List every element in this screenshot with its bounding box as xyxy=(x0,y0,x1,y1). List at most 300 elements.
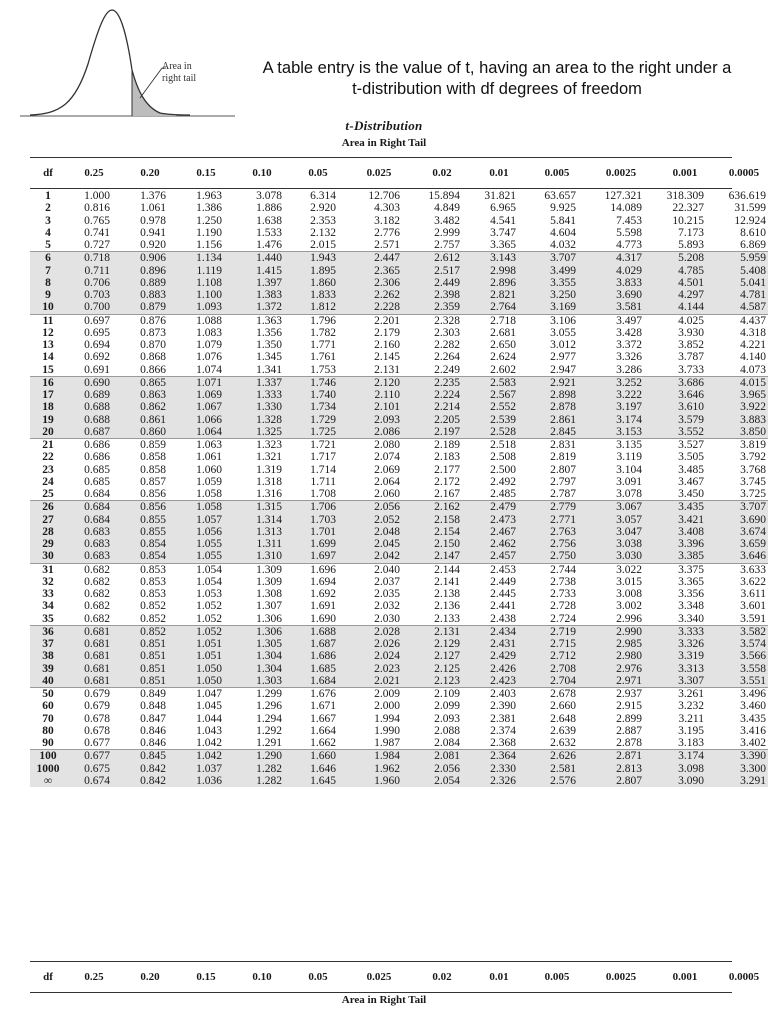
critical-value-cell: 3.396 xyxy=(654,538,716,550)
critical-value-cell: 1.321 xyxy=(256,451,282,464)
critical-value-cell: 2.445 xyxy=(490,588,516,600)
table-row xyxy=(30,675,768,688)
critical-value-cell: 2.398 xyxy=(412,289,472,301)
critical-value-cell: 1.690 xyxy=(310,612,336,625)
critical-value-cell: 2.032 xyxy=(374,600,400,613)
critical-value-cell: 1.315 xyxy=(234,501,290,514)
critical-value-cell: 1.313 xyxy=(234,526,290,538)
area-in-right-tail-label: Area in right tail xyxy=(162,61,197,84)
critical-value-cell: 2.821 xyxy=(472,289,526,301)
critical-value-cell: 1.696 xyxy=(290,563,346,576)
critical-value-cell: 0.674 xyxy=(66,775,122,787)
critical-value-cell: 2.624 xyxy=(490,351,516,364)
critical-value-cell: 1.042 xyxy=(178,750,234,763)
df-cell: 35 xyxy=(42,612,54,625)
critical-value-cell: 2.120 xyxy=(346,376,412,389)
critical-value-cell: 1.093 xyxy=(178,301,234,314)
table-row xyxy=(30,227,768,239)
critical-value-cell: 2.167 xyxy=(434,488,460,500)
critical-value-cell: 4.785 xyxy=(654,265,716,277)
critical-value-cell: 2.479 xyxy=(472,501,526,514)
critical-value-cell: 2.738 xyxy=(550,575,576,588)
critical-value-cell: 1.703 xyxy=(290,514,346,526)
critical-value-cell: 4.144 xyxy=(654,301,716,314)
critical-value-cell: 0.718 xyxy=(66,252,122,265)
critical-value-cell: 3.428 xyxy=(616,326,642,339)
df-cell: 1000 xyxy=(30,763,66,775)
critical-value-cell: 3.348 xyxy=(678,600,704,613)
critical-value-cell: 1.318 xyxy=(256,475,282,488)
df-cell: 27 xyxy=(30,514,66,526)
critical-value-cell: 10.215 xyxy=(672,214,704,227)
critical-value-cell: 1.812 xyxy=(290,301,346,314)
critical-value-cell: 3.527 xyxy=(654,439,716,452)
critical-value-cell: 2.069 xyxy=(374,463,400,476)
table-row xyxy=(30,389,768,401)
critical-value-cell: 2.262 xyxy=(346,289,412,301)
df-cell: 23 xyxy=(42,463,54,476)
critical-value-cell: 2.374 xyxy=(490,724,516,737)
critical-value-cell: 3.930 xyxy=(678,326,704,339)
table-row xyxy=(30,426,768,439)
critical-value-cell: 0.681 xyxy=(66,675,122,688)
critical-value-cell: 2.861 xyxy=(526,414,588,426)
critical-value-cell: 0.678 xyxy=(84,712,110,725)
critical-value-cell: 3.313 xyxy=(654,663,716,675)
critical-value-cell: 2.132 xyxy=(310,226,336,239)
critical-value-cell: 2.434 xyxy=(472,625,526,638)
critical-value-cell: 1.699 xyxy=(290,538,346,550)
critical-value-cell: 3.611 xyxy=(740,588,766,600)
df-cell: 15 xyxy=(42,363,54,376)
critical-value-cell: 2.449 xyxy=(490,575,516,588)
critical-value-cell: 2.160 xyxy=(374,339,400,351)
critical-value-cell: 1.383 xyxy=(234,289,290,301)
critical-value-cell: 2.441 xyxy=(490,600,516,613)
critical-value-cell: 1.960 xyxy=(346,775,412,787)
critical-value-cell: 2.473 xyxy=(472,514,526,526)
df-cell: 17 xyxy=(30,389,66,401)
critical-value-cell: 2.500 xyxy=(490,463,516,476)
critical-value-cell: 1.294 xyxy=(256,712,282,725)
table-row xyxy=(30,414,768,426)
critical-value-cell: 1.638 xyxy=(256,214,282,227)
critical-value-cell: 3.499 xyxy=(526,265,588,277)
table-row xyxy=(30,688,768,701)
critical-value-cell: 5.841 xyxy=(550,214,576,227)
critical-value-cell: 0.686 xyxy=(66,439,122,452)
critical-value-cell: 2.177 xyxy=(434,463,460,476)
critical-value-cell: 3.566 xyxy=(716,650,768,662)
critical-value-cell: 0.842 xyxy=(122,775,178,787)
critical-value-cell: 2.099 xyxy=(434,700,460,713)
critical-value-cell: 3.090 xyxy=(654,775,716,787)
critical-value-cell: 6.965 xyxy=(490,202,516,215)
df-cell: 50 xyxy=(30,688,66,701)
critical-value-cell: 1.054 xyxy=(178,563,234,576)
critical-value-cell: 1.310 xyxy=(234,550,290,563)
critical-value-cell: 1.325 xyxy=(234,426,290,439)
footer-area-0.01: 0.01 xyxy=(489,971,509,983)
critical-value-cell: 2.390 xyxy=(490,700,516,713)
critical-value-cell: 2.704 xyxy=(526,675,588,688)
critical-value-cell: 2.937 xyxy=(588,688,654,701)
table-row xyxy=(30,451,768,463)
column-footer-row xyxy=(30,962,768,992)
critical-value-cell: 3.674 xyxy=(716,526,768,538)
critical-value-cell: 0.685 xyxy=(84,475,110,488)
critical-value-cell: 0.865 xyxy=(122,376,178,389)
critical-value-cell: 2.708 xyxy=(526,663,588,675)
critical-value-cell: 2.138 xyxy=(434,588,460,600)
critical-value-cell: 2.457 xyxy=(472,550,526,563)
critical-value-cell: 0.863 xyxy=(122,389,178,401)
critical-value-cell: 2.026 xyxy=(346,638,412,650)
critical-value-cell: 3.135 xyxy=(588,439,654,452)
critical-value-cell: 1.685 xyxy=(290,663,346,675)
critical-value-cell: 2.728 xyxy=(550,600,576,613)
footer-area-0.20: 0.20 xyxy=(140,971,160,983)
critical-value-cell: 3.745 xyxy=(740,475,766,488)
critical-value-cell: 2.368 xyxy=(490,737,516,749)
critical-value-cell: 5.408 xyxy=(716,265,768,277)
critical-value-cell: 3.319 xyxy=(654,650,716,662)
df-cell: 4 xyxy=(45,226,51,239)
critical-value-cell: 3.333 xyxy=(654,625,716,638)
critical-value-cell: 1.052 xyxy=(178,625,234,638)
critical-value-cell: 1.066 xyxy=(178,414,234,426)
critical-value-cell: 1.706 xyxy=(290,501,346,514)
critical-value-cell: 3.435 xyxy=(654,501,716,514)
critical-value-cell: 3.581 xyxy=(588,301,654,314)
critical-value-cell: 3.686 xyxy=(654,376,716,389)
critical-value-cell: 3.300 xyxy=(716,763,768,775)
df-cell: 12 xyxy=(42,326,54,339)
df-cell: 36 xyxy=(30,625,66,638)
critical-value-cell: 1.074 xyxy=(196,363,222,376)
critical-value-cell: 3.250 xyxy=(526,289,588,301)
critical-value-cell: 2.771 xyxy=(526,514,588,526)
critical-value-cell: 1.376 xyxy=(140,190,166,202)
critical-value-cell: 2.567 xyxy=(472,389,526,401)
table-row xyxy=(30,215,768,227)
critical-value-cell: 1.645 xyxy=(290,775,346,787)
critical-value-cell: 3.153 xyxy=(588,426,654,439)
critical-value-cell: 1.533 xyxy=(256,226,282,239)
critical-value-cell: 1.316 xyxy=(256,488,282,500)
critical-value-cell: 5.598 xyxy=(616,226,642,239)
critical-value-cell: 1.694 xyxy=(310,575,336,588)
critical-value-cell: 0.876 xyxy=(122,314,178,327)
critical-value-cell: 3.482 xyxy=(434,214,460,227)
critical-value-cell: 2.364 xyxy=(472,750,526,763)
df-cell: 16 xyxy=(30,376,66,389)
critical-value-cell: 1.692 xyxy=(310,588,336,600)
critical-value-cell: 1.134 xyxy=(178,252,234,265)
header-area-0.25: 0.25 xyxy=(84,167,104,179)
critical-value-cell: 2.131 xyxy=(412,625,472,638)
critical-value-cell: 6.314 xyxy=(310,190,336,202)
critical-value-cell: 0.978 xyxy=(140,214,166,227)
critical-value-cell: 0.848 xyxy=(140,700,166,713)
critical-value-cell: 0.687 xyxy=(66,426,122,439)
table-row xyxy=(30,202,768,214)
critical-value-cell: 3.390 xyxy=(716,750,768,763)
critical-value-cell: 1.190 xyxy=(196,226,222,239)
critical-value-cell: 1.057 xyxy=(178,514,234,526)
critical-value-cell: 0.866 xyxy=(140,363,166,376)
t-distribution-table xyxy=(30,190,768,787)
critical-value-cell: 3.467 xyxy=(678,475,704,488)
critical-value-cell: 2.045 xyxy=(346,538,412,550)
critical-value-cell: 2.129 xyxy=(412,638,472,650)
critical-value-cell: 1.043 xyxy=(196,724,222,737)
critical-value-cell: 2.145 xyxy=(374,351,400,364)
critical-value-cell: 1.350 xyxy=(256,339,282,351)
critical-value-cell: 2.813 xyxy=(588,763,654,775)
critical-value-cell: 2.845 xyxy=(526,426,588,439)
critical-value-cell: 2.660 xyxy=(550,700,576,713)
header-area-0.005: 0.005 xyxy=(544,167,570,179)
critical-value-cell: 0.681 xyxy=(66,650,122,662)
critical-value-cell: 1.323 xyxy=(234,439,290,452)
critical-value-cell: 2.517 xyxy=(412,265,472,277)
critical-value-cell: 2.996 xyxy=(616,612,642,625)
critical-value-cell: 4.318 xyxy=(740,326,766,339)
df-cell: 2 xyxy=(45,202,51,215)
critical-value-cell: 3.552 xyxy=(654,426,716,439)
critical-value-cell: 2.712 xyxy=(526,650,588,662)
critical-value-cell: 2.887 xyxy=(616,724,642,737)
critical-value-cell: 0.684 xyxy=(66,514,122,526)
critical-value-cell: 2.365 xyxy=(346,265,412,277)
critical-value-cell: 0.683 xyxy=(66,538,122,550)
critical-value-cell: 0.692 xyxy=(84,351,110,364)
critical-value-cell: 0.860 xyxy=(122,426,178,439)
critical-value-cell: 0.682 xyxy=(84,600,110,613)
critical-value-cell: 0.845 xyxy=(122,750,178,763)
critical-value-cell: 1.333 xyxy=(234,389,290,401)
critical-value-cell: 1.721 xyxy=(290,439,346,452)
critical-value-cell: 3.252 xyxy=(588,376,654,389)
critical-value-cell: 3.078 xyxy=(256,190,282,202)
table-row xyxy=(30,625,768,638)
critical-value-cell: 1.761 xyxy=(310,351,336,364)
critical-value-cell: 2.224 xyxy=(412,389,472,401)
critical-value-cell: 2.028 xyxy=(346,625,412,638)
critical-value-cell: 2.144 xyxy=(412,563,472,576)
critical-value-cell: 2.921 xyxy=(526,376,588,389)
df-cell: 18 xyxy=(30,401,66,413)
critical-value-cell: 0.682 xyxy=(84,575,110,588)
critical-value-cell: 2.447 xyxy=(346,252,412,265)
critical-value-cell: 0.870 xyxy=(140,339,166,351)
critical-value-cell: 2.898 xyxy=(526,389,588,401)
critical-value-cell: 1.055 xyxy=(178,538,234,550)
critical-value-cell: 0.854 xyxy=(122,550,178,563)
critical-value-cell: 2.718 xyxy=(472,314,526,327)
critical-value-cell: 1.782 xyxy=(310,326,336,339)
critical-value-cell: 3.690 xyxy=(588,289,654,301)
critical-value-cell: 2.764 xyxy=(472,301,526,314)
critical-value-cell: 3.408 xyxy=(654,526,716,538)
footer-area-0.005: 0.005 xyxy=(544,971,570,983)
critical-value-cell: 0.873 xyxy=(140,326,166,339)
t-distribution-curve-figure xyxy=(20,4,235,122)
critical-value-cell: 1.292 xyxy=(256,724,282,737)
critical-value-cell: 1.687 xyxy=(290,638,346,650)
critical-value-cell: 0.851 xyxy=(122,663,178,675)
critical-value-cell: 0.706 xyxy=(66,277,122,289)
critical-value-cell: 3.610 xyxy=(654,401,716,413)
footer-caption: Area in Right Tail xyxy=(341,994,427,1006)
critical-value-cell: 2.985 xyxy=(588,638,654,650)
critical-value-cell: 2.899 xyxy=(616,712,642,725)
critical-value-cell: 1.100 xyxy=(178,289,234,301)
df-cell: 38 xyxy=(30,650,66,662)
table-row xyxy=(30,713,768,725)
critical-value-cell: 3.385 xyxy=(654,550,716,563)
critical-value-cell: 1.771 xyxy=(310,339,336,351)
critical-value-cell: 2.249 xyxy=(434,363,460,376)
header-area-0.0025: 0.0025 xyxy=(605,167,637,179)
critical-value-cell: 1.753 xyxy=(310,363,336,376)
critical-value-cell: 2.201 xyxy=(346,314,412,327)
critical-value-cell: 1.686 xyxy=(290,650,346,662)
critical-value-cell: 2.326 xyxy=(472,775,526,787)
critical-value-cell: 3.833 xyxy=(588,277,654,289)
critical-value-cell: 2.074 xyxy=(374,451,400,464)
critical-value-cell: 0.688 xyxy=(66,414,122,426)
critical-value-cell: 2.042 xyxy=(346,550,412,563)
critical-value-cell: 0.868 xyxy=(140,351,166,364)
critical-value-cell: 3.496 xyxy=(716,688,768,701)
critical-value-cell: 0.683 xyxy=(66,550,122,563)
critical-value-cell: 5.208 xyxy=(654,252,716,265)
table-row xyxy=(30,501,768,514)
critical-value-cell: 1.684 xyxy=(290,675,346,688)
critical-value-cell: 3.232 xyxy=(678,700,704,713)
critical-value-cell: 0.857 xyxy=(140,475,166,488)
critical-value-cell: 0.862 xyxy=(122,401,178,413)
critical-value-cell: 0.855 xyxy=(122,526,178,538)
critical-value-cell: 0.675 xyxy=(66,763,122,775)
critical-value-cell: 0.694 xyxy=(84,339,110,351)
critical-value-cell: 2.060 xyxy=(374,488,400,500)
df-cell: 1 xyxy=(45,190,51,202)
df-cell: 9 xyxy=(30,289,66,301)
critical-value-cell: 1.058 xyxy=(178,501,234,514)
critical-value-cell: 5.893 xyxy=(678,239,704,251)
critical-value-cell: 2.977 xyxy=(550,351,576,364)
critical-value-cell: 3.551 xyxy=(716,675,768,688)
critical-value-cell: 3.355 xyxy=(526,277,588,289)
critical-value-cell: 3.055 xyxy=(550,326,576,339)
critical-value-cell: 0.682 xyxy=(84,588,110,600)
critical-value-cell: 2.403 xyxy=(472,688,526,701)
df-cell: 6 xyxy=(30,252,66,265)
critical-value-cell: 1.328 xyxy=(234,414,290,426)
column-header-row xyxy=(30,158,768,188)
critical-value-cell: 0.847 xyxy=(140,712,166,725)
critical-value-cell: 1.990 xyxy=(374,724,400,737)
critical-value-cell: 1.296 xyxy=(256,700,282,713)
df-cell: 10 xyxy=(30,301,66,314)
critical-value-cell: 0.889 xyxy=(122,277,178,289)
critical-value-cell: 1.079 xyxy=(196,339,222,351)
critical-value-cell: 2.081 xyxy=(412,750,472,763)
critical-value-cell: 3.365 xyxy=(490,239,516,251)
critical-value-cell: 1.036 xyxy=(178,775,234,787)
critical-value-cell: 31.821 xyxy=(484,190,516,202)
critical-value-cell: 2.776 xyxy=(374,226,400,239)
critical-value-cell: 1.088 xyxy=(178,314,234,327)
critical-value-cell: 2.330 xyxy=(472,763,526,775)
critical-value-cell: 0.686 xyxy=(84,451,110,464)
critical-value-cell: 2.197 xyxy=(412,426,472,439)
table-row xyxy=(30,339,768,351)
table-row xyxy=(30,314,768,327)
critical-value-cell: 1.250 xyxy=(196,214,222,227)
table-row xyxy=(30,763,768,775)
df-cell: 40 xyxy=(30,675,66,688)
critical-value-cell: 3.012 xyxy=(550,339,576,351)
df-cell: 29 xyxy=(30,538,66,550)
critical-value-cell: 2.205 xyxy=(412,414,472,426)
critical-value-cell: 3.340 xyxy=(678,612,704,625)
critical-value-cell: 2.733 xyxy=(550,588,576,600)
critical-value-cell: 2.000 xyxy=(374,700,400,713)
critical-value-cell: 3.646 xyxy=(716,550,768,563)
footer-area-0.02: 0.02 xyxy=(432,971,452,983)
critical-value-cell: 0.859 xyxy=(122,439,178,452)
critical-value-cell: 4.317 xyxy=(588,252,654,265)
critical-value-cell: 0.852 xyxy=(122,625,178,638)
critical-value-cell: 4.541 xyxy=(490,214,516,227)
critical-value-cell: 1.061 xyxy=(196,451,222,464)
critical-value-cell: 0.685 xyxy=(84,463,110,476)
critical-value-cell: 2.453 xyxy=(472,563,526,576)
df-cell: 25 xyxy=(42,488,54,500)
critical-value-cell: 1.943 xyxy=(290,252,346,265)
critical-value-cell: 3.416 xyxy=(740,724,766,737)
table-row xyxy=(30,750,768,763)
header-area-0.10: 0.10 xyxy=(252,167,272,179)
critical-value-cell: 0.765 xyxy=(84,214,110,227)
df-cell: 24 xyxy=(42,475,54,488)
critical-value-cell: 2.756 xyxy=(526,538,588,550)
critical-value-cell: 2.048 xyxy=(346,526,412,538)
critical-value-cell: 1.309 xyxy=(256,575,282,588)
critical-value-cell: 0.691 xyxy=(84,363,110,376)
critical-value-cell: 2.539 xyxy=(472,414,526,426)
table-row xyxy=(30,725,768,737)
critical-value-cell: 2.303 xyxy=(434,326,460,339)
critical-value-cell: 1.069 xyxy=(178,389,234,401)
critical-value-cell: 2.306 xyxy=(346,277,412,289)
critical-value-cell: 1.045 xyxy=(196,700,222,713)
critical-value-cell: 2.990 xyxy=(588,625,654,638)
critical-value-cell: 1.688 xyxy=(290,625,346,638)
critical-value-cell: 2.449 xyxy=(412,277,472,289)
critical-value-cell: 1.290 xyxy=(234,750,290,763)
critical-value-cell: 1.308 xyxy=(256,588,282,600)
critical-value-cell: 2.583 xyxy=(472,376,526,389)
critical-value-cell: 0.851 xyxy=(122,675,178,688)
critical-value-cell: 3.402 xyxy=(740,737,766,749)
critical-value-cell: 3.030 xyxy=(588,550,654,563)
critical-value-cell: 2.724 xyxy=(550,612,576,625)
